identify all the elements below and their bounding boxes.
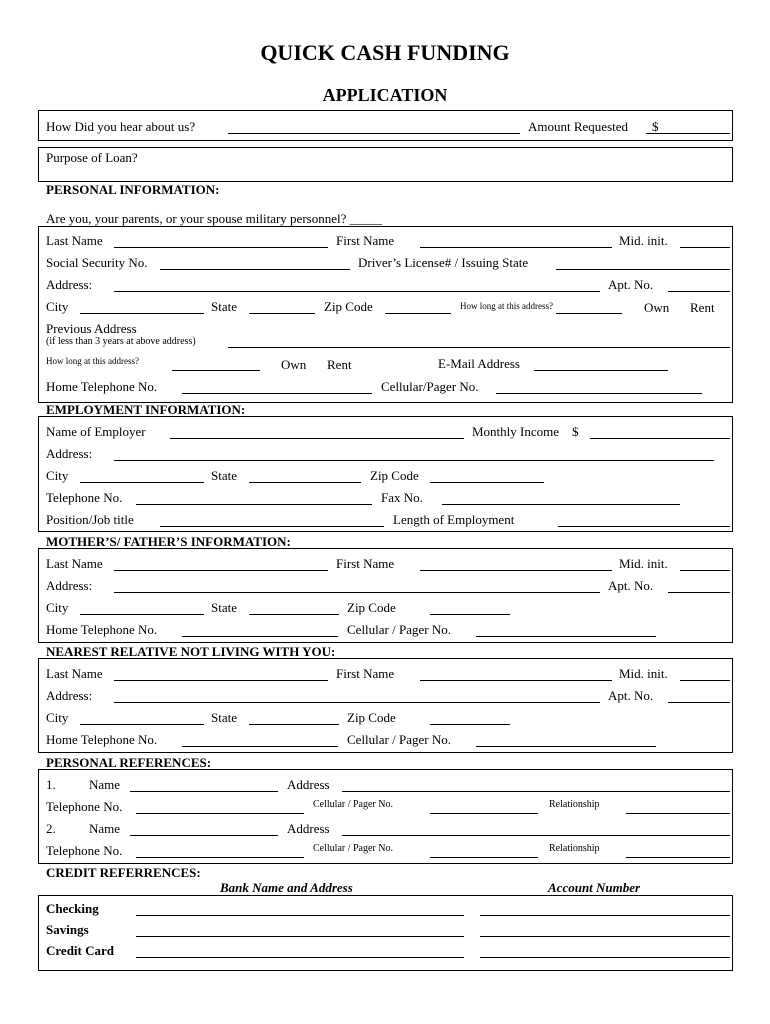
parent-address-label: Address:: [46, 578, 93, 593]
state-label: State: [211, 299, 237, 314]
emp-address-input[interactable]: [114, 460, 714, 461]
ssn-label: Social Security No.: [46, 255, 148, 270]
credit-card-label: Credit Card: [46, 943, 115, 958]
rel-last-name-input[interactable]: [114, 680, 328, 681]
rel-state-label: State: [211, 710, 237, 725]
mid-init-label: Mid. init.: [619, 233, 668, 248]
parent-last-name-input[interactable]: [114, 570, 328, 571]
rel-home-phone-input[interactable]: [182, 746, 338, 747]
parent-apt-input[interactable]: [668, 592, 730, 593]
own-option[interactable]: Own: [644, 300, 670, 315]
position-input[interactable]: [160, 526, 384, 527]
email-input[interactable]: [534, 370, 668, 371]
emp-state-label: State: [211, 468, 237, 483]
ref2-phone-label: Telephone No.: [46, 843, 123, 858]
rel-zip-input[interactable]: [430, 724, 510, 725]
ref1-cell-label: Cellular / Pager No.: [313, 799, 393, 810]
credit-card-bank-input[interactable]: [136, 957, 464, 958]
parent-cell-label: Cellular / Pager No.: [347, 622, 451, 637]
position-label: Position/Job title: [46, 512, 134, 527]
emp-zip-label: Zip Code: [370, 468, 419, 483]
ref2-number: 2.: [46, 821, 56, 836]
checking-bank-input[interactable]: [136, 915, 464, 916]
parent-mid-init-input[interactable]: [680, 570, 730, 571]
amount-dollar: $: [652, 119, 659, 134]
zip-input[interactable]: [385, 313, 451, 314]
rel-cell-label: Cellular / Pager No.: [347, 732, 451, 747]
last-name-input[interactable]: [114, 247, 328, 248]
parent-home-phone-input[interactable]: [182, 636, 338, 637]
ssn-input[interactable]: [160, 269, 350, 270]
form-subtitle: APPLICATION: [322, 85, 448, 105]
ref2-relationship-label: Relationship: [549, 843, 600, 854]
rel-first-name-input[interactable]: [420, 680, 612, 681]
license-input[interactable]: [556, 269, 730, 270]
ref1-name-input[interactable]: [130, 791, 278, 792]
cell-pager-input[interactable]: [496, 393, 702, 394]
amount-input[interactable]: [646, 133, 730, 134]
emp-phone-label: Telephone No.: [46, 490, 123, 505]
apt-label: Apt. No.: [608, 277, 654, 292]
references-heading: PERSONAL REFERENCES:: [46, 755, 212, 770]
first-name-label: First Name: [336, 233, 395, 248]
rel-state-input[interactable]: [249, 724, 339, 725]
ref2-address-input[interactable]: [342, 835, 730, 836]
rel-last-name-label: Last Name: [46, 666, 103, 681]
rent-option[interactable]: Rent: [690, 300, 715, 315]
relative-heading: NEAREST RELATIVE NOT LIVING WITH YOU:: [46, 644, 336, 659]
cell-pager-label: Cellular/Pager No.: [381, 379, 479, 394]
rel-city-input[interactable]: [80, 724, 204, 725]
income-dollar: $: [572, 424, 579, 439]
account-column-header: Account Number: [548, 880, 641, 895]
employer-label: Name of Employer: [46, 424, 146, 439]
credit-card-account-input[interactable]: [480, 957, 730, 958]
rel-city-label: City: [46, 710, 69, 725]
ref2-phone-input[interactable]: [136, 857, 304, 858]
rel-mid-init-input[interactable]: [680, 680, 730, 681]
apt-input[interactable]: [668, 291, 730, 292]
parent-zip-label: Zip Code: [347, 600, 396, 615]
length-input[interactable]: [558, 526, 730, 527]
bank-column-header: Bank Name and Address: [220, 880, 353, 895]
savings-label: Savings: [46, 922, 89, 937]
ref1-address-input[interactable]: [342, 791, 730, 792]
mid-init-input[interactable]: [680, 247, 730, 248]
amount-label: Amount Requested: [528, 119, 629, 134]
ref1-number: 1.: [46, 777, 56, 792]
prev-own-option[interactable]: Own: [281, 357, 307, 372]
purpose-label: Purpose of Loan?: [46, 150, 138, 165]
rel-first-name-label: First Name: [336, 666, 395, 681]
ref2-relationship-input[interactable]: [626, 857, 730, 858]
ref1-relationship-label: Relationship: [549, 799, 600, 810]
income-input[interactable]: [590, 438, 730, 439]
rel-home-phone-label: Home Telephone No.: [46, 732, 158, 747]
hear-label: How Did you hear about us?: [46, 119, 196, 134]
parent-zip-input[interactable]: [430, 614, 510, 615]
parent-city-input[interactable]: [80, 614, 204, 615]
parent-first-name-label: First Name: [336, 556, 395, 571]
ref2-cell-label: Cellular / Pager No.: [313, 843, 393, 854]
ref2-cell-input[interactable]: [430, 857, 538, 858]
rel-address-input[interactable]: [114, 702, 600, 703]
ref1-cell-input[interactable]: [430, 813, 538, 814]
home-phone-input[interactable]: [182, 393, 372, 394]
parent-last-name-label: Last Name: [46, 556, 103, 571]
parent-apt-label: Apt. No.: [608, 578, 654, 593]
zip-label: Zip Code: [324, 299, 373, 314]
length-label: Length of Employment: [393, 512, 515, 527]
checking-label: Checking: [46, 901, 99, 916]
ref1-address-label: Address: [287, 777, 330, 792]
address-label: Address:: [46, 277, 93, 292]
parent-state-input[interactable]: [249, 614, 339, 615]
employment-heading: EMPLOYMENT INFORMATION:: [46, 402, 246, 417]
income-label: Monthly Income: [472, 424, 560, 439]
emp-city-label: City: [46, 468, 69, 483]
emp-city-input[interactable]: [80, 482, 204, 483]
prev-how-long-label: How long at this address?: [46, 356, 139, 366]
parent-mid-init-label: Mid. init.: [619, 556, 668, 571]
address-input[interactable]: [114, 291, 600, 292]
emp-fax-input[interactable]: [442, 504, 680, 505]
emp-address-label: Address:: [46, 446, 93, 461]
email-label: E-Mail Address: [438, 356, 520, 371]
rel-apt-label: Apt. No.: [608, 688, 654, 703]
ref1-relationship-input[interactable]: [626, 813, 730, 814]
emp-state-input[interactable]: [249, 482, 361, 483]
ref2-address-label: Address: [287, 821, 330, 836]
parent-home-phone-label: Home Telephone No.: [46, 622, 158, 637]
parent-city-label: City: [46, 600, 69, 615]
home-phone-label: Home Telephone No.: [46, 379, 158, 394]
ref1-phone-label: Telephone No.: [46, 799, 123, 814]
military-question: Are you, your parents, or your spouse military personnel? _____: [46, 211, 383, 226]
prev-how-long-input[interactable]: [172, 370, 260, 371]
ref2-name-input[interactable]: [130, 835, 278, 836]
rel-mid-init-label: Mid. init.: [619, 666, 668, 681]
purpose-box[interactable]: [38, 147, 733, 182]
employer-input[interactable]: [170, 438, 464, 439]
checking-account-input[interactable]: [480, 915, 730, 916]
city-input[interactable]: [80, 313, 204, 314]
savings-bank-input[interactable]: [136, 936, 464, 937]
rel-address-label: Address:: [46, 688, 93, 703]
ref1-name-label: Name: [89, 777, 121, 792]
personal-box: [38, 226, 733, 403]
credit-heading: CREDIT REFERRENCES:: [46, 865, 201, 880]
emp-phone-input[interactable]: [136, 504, 372, 505]
personal-heading: PERSONAL INFORMATION:: [46, 182, 220, 197]
parent-state-label: State: [211, 600, 237, 615]
rel-cell-input[interactable]: [476, 746, 656, 747]
credit-box: [38, 895, 733, 971]
prev-address-note: (if less than 3 years at above address): [46, 336, 196, 347]
how-long-input[interactable]: [556, 313, 622, 314]
hear-input[interactable]: [228, 133, 520, 134]
ref1-phone-input[interactable]: [136, 813, 304, 814]
rel-zip-label: Zip Code: [347, 710, 396, 725]
how-long-label: How long at this address?: [460, 301, 553, 311]
emp-fax-label: Fax No.: [381, 490, 423, 505]
parent-first-name-input[interactable]: [420, 570, 612, 571]
parent-cell-input[interactable]: [476, 636, 656, 637]
prev-address-input[interactable]: [228, 347, 730, 348]
license-label: Driver’s License# / Issuing State: [358, 255, 529, 270]
first-name-input[interactable]: [420, 247, 612, 248]
savings-account-input[interactable]: [480, 936, 730, 937]
last-name-label: Last Name: [46, 233, 103, 248]
prev-rent-option[interactable]: Rent: [327, 357, 352, 372]
state-input[interactable]: [249, 313, 315, 314]
ref2-name-label: Name: [89, 821, 121, 836]
parent-address-input[interactable]: [114, 592, 600, 593]
emp-zip-input[interactable]: [430, 482, 544, 483]
city-label: City: [46, 299, 69, 314]
form-title: QUICK CASH FUNDING: [260, 40, 510, 65]
rel-apt-input[interactable]: [668, 702, 730, 703]
prev-address-label: Previous Address: [46, 321, 137, 336]
parents-heading: MOTHER’S/ FATHER’S INFORMATION:: [46, 534, 291, 549]
